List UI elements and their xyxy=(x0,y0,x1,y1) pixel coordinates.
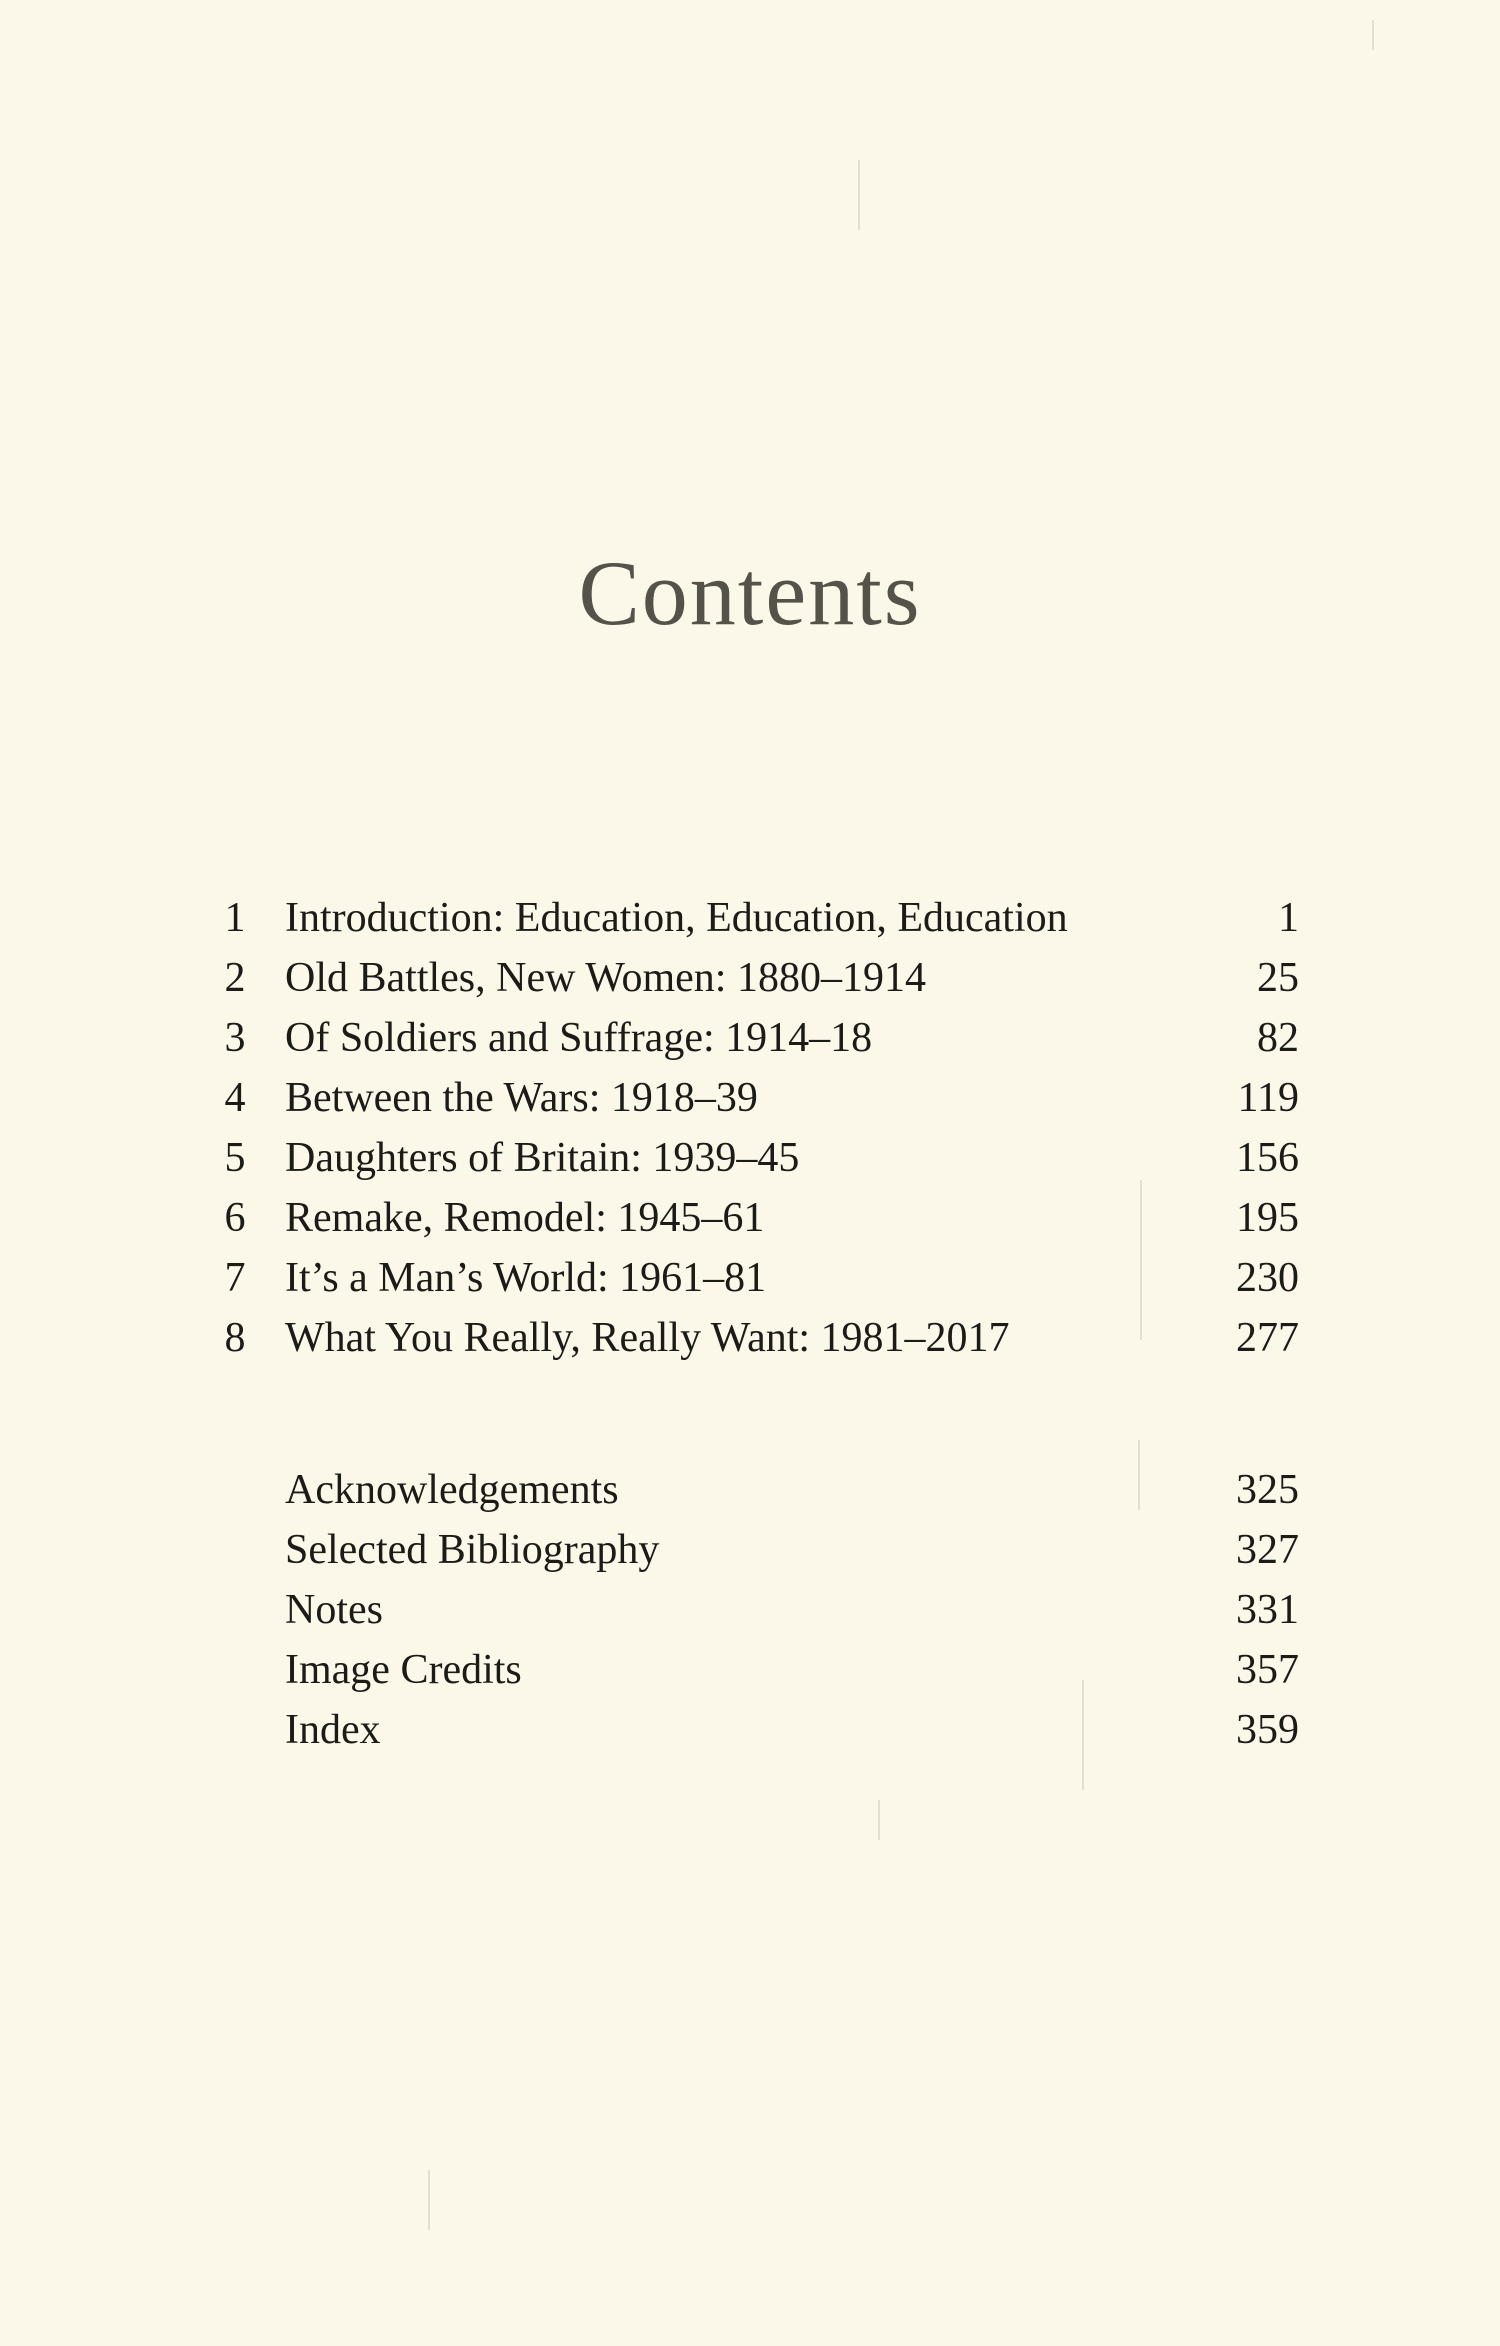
back-matter-title: Selected Bibliography xyxy=(285,1527,660,1573)
chapter-page: 25 xyxy=(1257,955,1299,1001)
toc-image-credits[interactable] xyxy=(0,1640,1500,1700)
toc-chapter-8[interactable] xyxy=(0,1308,1500,1368)
toc-chapter-5[interactable] xyxy=(0,1128,1500,1188)
chapter-number: 8 xyxy=(224,1315,246,1361)
chapter-title: Remake, Remodel: 1945–61 xyxy=(285,1195,765,1241)
chapter-title: Daughters of Britain: 1939–45 xyxy=(285,1135,800,1181)
back-matter-title: Image Credits xyxy=(285,1647,522,1693)
chapter-number: 4 xyxy=(224,1075,246,1121)
chapter-number: 6 xyxy=(224,1195,246,1241)
back-matter-page: 357 xyxy=(1236,1647,1299,1693)
back-matter-title: Index xyxy=(285,1707,381,1753)
chapter-page: 1 xyxy=(1278,895,1299,941)
chapter-number: 7 xyxy=(224,1255,246,1301)
back-matter-title: Notes xyxy=(285,1587,383,1633)
chapter-title: It’s a Man’s World: 1961–81 xyxy=(285,1255,767,1301)
toc-chapter-1[interactable] xyxy=(0,888,1500,948)
chapter-title: Of Soldiers and Suffrage: 1914–18 xyxy=(285,1015,873,1061)
chapter-page: 277 xyxy=(1236,1315,1299,1361)
chapter-title: Introduction: Education, Education, Education xyxy=(285,895,1068,941)
back-matter-title: Acknowledgements xyxy=(285,1467,619,1513)
toc-chapter-3[interactable] xyxy=(0,1008,1500,1068)
chapter-number: 5 xyxy=(224,1135,246,1181)
chapter-page: 156 xyxy=(1236,1135,1299,1181)
back-matter-page: 325 xyxy=(1236,1467,1299,1513)
toc-index[interactable] xyxy=(0,1700,1500,1760)
chapter-page: 82 xyxy=(1257,1015,1299,1061)
toc-chapter-4[interactable] xyxy=(0,1068,1500,1128)
chapter-number: 1 xyxy=(224,895,246,941)
chapter-title: Old Battles, New Women: 1880–1914 xyxy=(285,955,926,1001)
page-title: Contents xyxy=(578,541,922,644)
back-matter-page: 331 xyxy=(1236,1587,1299,1633)
toc-chapter-6[interactable] xyxy=(0,1188,1500,1248)
chapter-page: 119 xyxy=(1237,1075,1299,1121)
chapter-page: 195 xyxy=(1236,1195,1299,1241)
toc-acknowledgements[interactable] xyxy=(0,1460,1500,1520)
back-matter-page: 327 xyxy=(1236,1527,1299,1573)
toc-chapter-7[interactable] xyxy=(0,1248,1500,1308)
chapter-number: 2 xyxy=(224,955,246,1001)
chapter-page: 230 xyxy=(1236,1255,1299,1301)
back-matter-page: 359 xyxy=(1236,1707,1299,1753)
toc-chapter-2[interactable] xyxy=(0,948,1500,1008)
toc-notes[interactable] xyxy=(0,1580,1500,1640)
chapter-title: Between the Wars: 1918–39 xyxy=(285,1075,758,1121)
chapter-title: What You Really, Really Want: 1981–2017 xyxy=(285,1315,1010,1361)
chapter-number: 3 xyxy=(224,1015,246,1061)
toc-selected-bibliography[interactable] xyxy=(0,1520,1500,1580)
